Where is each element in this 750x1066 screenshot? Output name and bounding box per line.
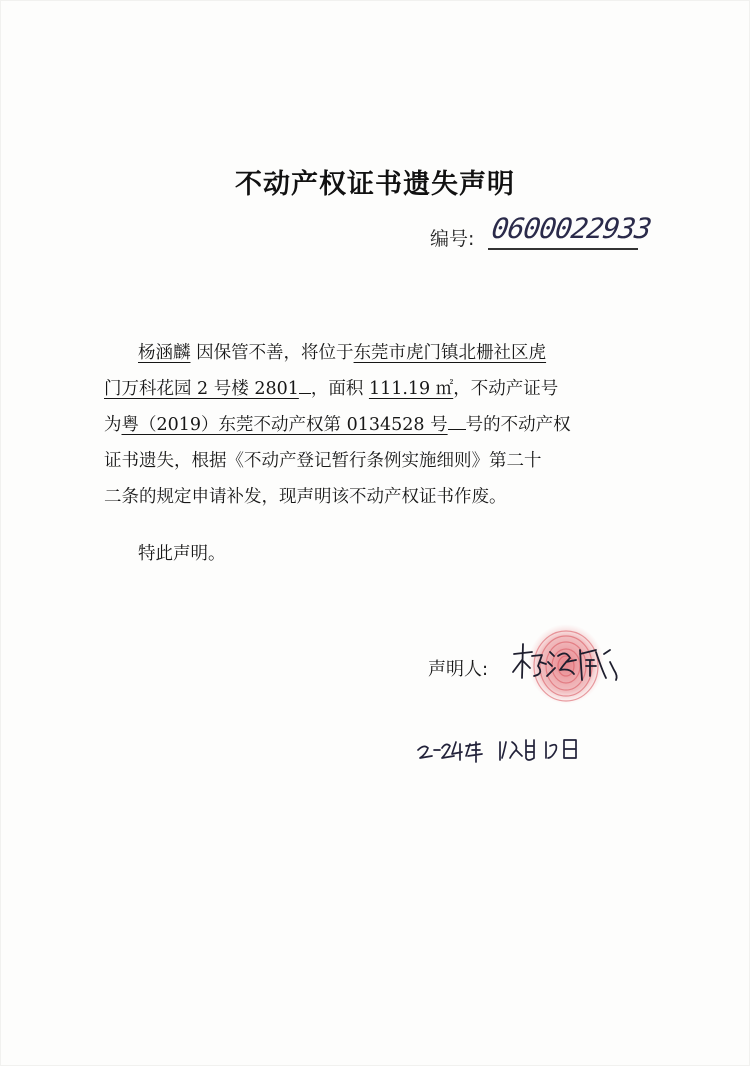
serial-underline <box>488 248 638 250</box>
address-part-2: 门万科花园 2 号楼 2801 <box>104 379 299 399</box>
certificate-number: 粤（2019）东莞不动产权第 0134528 号 <box>121 415 448 435</box>
address-part-1: 东莞市虎门镇北栅社区虎 <box>353 343 547 363</box>
paragraph-line-4: 证书遗失，根据《不动产登记暂行条例实施细则》第二十 <box>104 451 542 471</box>
paragraph-line-5: 二条的规定申请补发，现声明该不动产权证书作废。 <box>104 487 507 507</box>
text-segment: 因保管不善，将位于 <box>190 343 354 363</box>
owner-name: 杨涵麟 <box>138 343 191 363</box>
text-segment: 为 <box>104 415 122 435</box>
handwritten-signature <box>510 640 622 686</box>
text-segment: ，面积 <box>310 379 364 399</box>
text-segment: 号的不动产权 <box>465 415 571 435</box>
document-title: 不动产权证书遗失声明 <box>235 169 515 200</box>
paragraph-line-1 <box>138 335 638 371</box>
paragraph-line-2 <box>104 371 638 407</box>
paragraph-line-3 <box>104 407 638 443</box>
declaration-paragraph <box>104 335 638 515</box>
area-value: 111.19 ㎡ <box>368 379 454 399</box>
text-segment: ，不动产证号 <box>453 379 559 399</box>
serial-label: 编号: <box>430 228 475 250</box>
closing-statement: 特此声明。 <box>138 544 226 564</box>
handwritten-date <box>416 728 596 768</box>
serial-handwritten-value: 0600022933 <box>489 212 653 245</box>
declarant-label: 声明人: <box>428 659 489 680</box>
